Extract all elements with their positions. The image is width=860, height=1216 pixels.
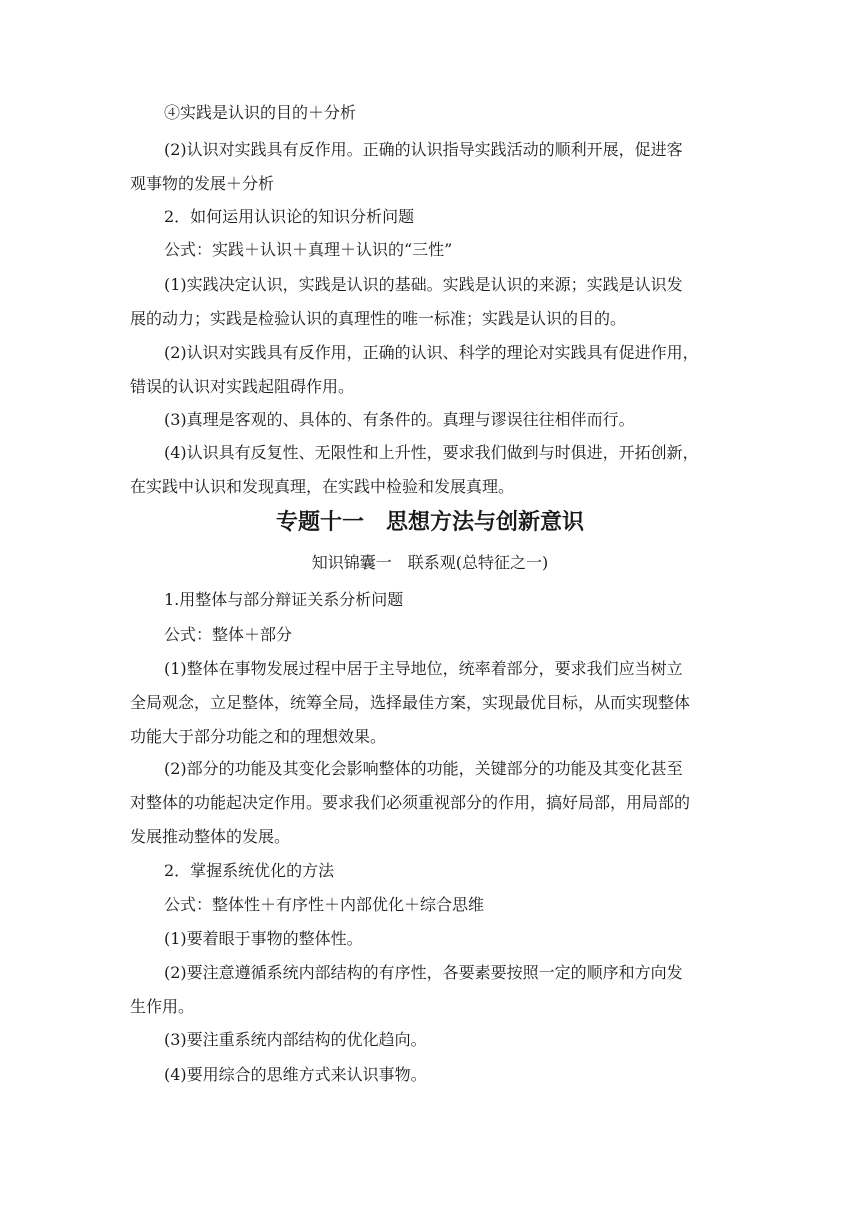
text-line: 2．掌握系统优化的方法 (164, 861, 335, 880)
paragraph (130, 922, 730, 956)
text-line: 功能大于部分功能之和的理想效果。 (130, 727, 387, 746)
section-title: 专题十一 思想方法与创新意识 (275, 510, 584, 535)
text-line: (1)整体在事物发展过程中居于主导地位，统率着部分，要求我们应当树立 (164, 659, 683, 678)
text-line: 公式：实践＋认识＋真理＋认识的“三性” (164, 240, 453, 259)
text-line: 公式：整体性＋有序性＋内部优化＋综合思维 (164, 895, 485, 914)
text-line: (4)要用综合的思维方式来认识事物。 (164, 1065, 427, 1084)
text-line: (2)部分的功能及其变化会影响整体的功能，关键部分的功能及其变化甚至 (164, 759, 683, 778)
paragraph (130, 752, 730, 854)
text-line: (2)认识对实践具有反作用。正确的认识指导实践活动的顺利开展，促进客 (164, 140, 683, 159)
paragraph (130, 583, 730, 617)
paragraph (130, 854, 730, 888)
text-line: (2)要注意遵循系统内部结构的有序性，各要素要按照一定的顺序和方向发 (164, 963, 683, 982)
text-line: (3)真理是客观的、具体的、有条件的。真理与谬误往往相伴而行。 (164, 410, 635, 429)
text-line: 发展推动整体的发展。 (130, 827, 291, 846)
paragraph (130, 96, 730, 130)
text-line: (4)认识具有反复性、无限性和上升性，要求我们做到与时俱进，开拓创新， (164, 443, 699, 462)
text-line: (1)要着眼于事物的整体性。 (164, 929, 363, 948)
paragraph (130, 956, 730, 1024)
paragraph (130, 436, 730, 504)
paragraph (130, 403, 730, 437)
paragraph (130, 336, 730, 404)
text-line: (3)要注重系统内部结构的优化趋向。 (164, 1030, 427, 1049)
paragraph (130, 888, 730, 922)
text-line: (1)实践决定认识，实践是认识的基础。实践是认识的来源；实践是认识发 (164, 275, 683, 294)
text-line: 展的动力；实践是检验认识的真理性的唯一标准；实践是认识的目的。 (130, 309, 627, 328)
text-line: 1.用整体与部分辩证关系分析问题 (164, 590, 404, 609)
text-line: ④实践是认识的目的＋分析 (164, 103, 357, 122)
paragraph (130, 268, 730, 336)
paragraph (130, 1058, 730, 1092)
paragraph (130, 618, 730, 652)
paragraph (130, 200, 730, 234)
paragraph (130, 133, 730, 201)
text-line: 错误的认识对实践起阻碍作用。 (130, 377, 355, 396)
text-line: 观事物的发展＋分析 (130, 174, 275, 193)
paragraph (130, 233, 730, 267)
text-line: 对整体的功能起决定作用。要求我们必须重视部分的作用，搞好局部，用局部的 (130, 793, 691, 812)
text-line: 在实践中认识和发现真理，在实践中检验和发展真理。 (130, 477, 515, 496)
section-subtitle: 知识锦囊一 联系观(总特征之一) (311, 553, 549, 572)
text-line: 全局观念，立足整体，统筹全局，选择最佳方案，实现最优目标，从而实现整体 (130, 693, 691, 712)
text-line: (2)认识对实践具有反作用，正确的认识、科学的理论对实践具有促进作用， (164, 343, 699, 362)
text-line: 公式：整体＋部分 (164, 625, 293, 644)
text-line: 生作用。 (130, 997, 195, 1016)
text-line: 2．如何运用认识论的知识分析问题 (164, 207, 415, 226)
paragraph (130, 1023, 730, 1057)
paragraph (130, 652, 730, 754)
